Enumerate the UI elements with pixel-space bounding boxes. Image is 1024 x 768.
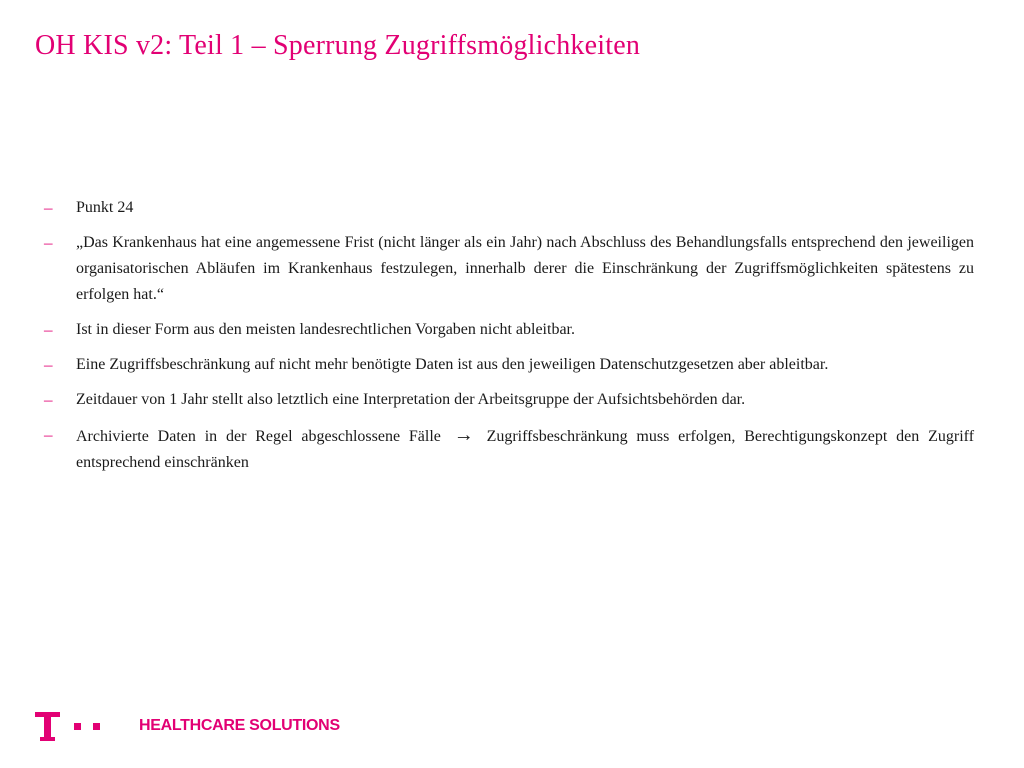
bullet-list [44, 195, 974, 485]
dash-bullet-icon: – [44, 355, 53, 374]
right-arrow-icon: → [453, 424, 474, 446]
bullet-text-after-arrow: Zugriffsbeschränkung muss erfolgen, Berechtigungskonzept den Zugriff entsprechend einschränken [76, 428, 975, 471]
dash-bullet-icon: – [44, 320, 53, 339]
bullet-text [76, 422, 974, 476]
bullet-text: Eine Zugriffsbeschränkung auf nicht mehr benötigte Daten ist aus den jeweiligen Datenschutzgesetzen aber ableitbar. [76, 356, 829, 373]
telekom-t-logo-icon [35, 708, 105, 744]
footer [35, 708, 340, 744]
dash-bullet-icon: – [44, 198, 53, 217]
bullet-item [44, 422, 974, 476]
slide-title: OH KIS v2: Teil 1 – Sperrung Zugriffsmöglichkeiten [35, 30, 641, 61]
bullet-text: Zeitdauer von 1 Jahr stellt also letztlich eine Interpretation der Arbeitsgruppe der Aufsichtsbehörden dar. [76, 391, 746, 408]
bullet-text: Punkt 24 [76, 199, 134, 216]
dash-bullet-icon: – [44, 390, 53, 409]
bullet-item [44, 195, 974, 221]
dash-bullet-icon: – [44, 425, 53, 444]
bullet-text: Ist in dieser Form aus den meisten landesrechtlichen Vorgaben nicht ableitbar. [76, 321, 575, 338]
bullet-text: „Das Krankenhaus hat eine angemessene Frist (nicht länger als ein Jahr) nach Abschluss des Behandlungsfalls entsprechend den jeweiligen organisatorischen Abläufen im Krankenhaus festzulegen, innerhalb derer die Einschränkung der Zugriffsmöglichkeiten spätestens zu erfolgen hat.“ [76, 234, 974, 303]
brand-name: HEALTHCARE SOLUTIONS [139, 717, 340, 734]
bullet-item [44, 317, 974, 343]
bullet-item [44, 352, 974, 378]
bullet-item [44, 230, 974, 308]
dash-bullet-icon: – [44, 233, 53, 252]
bullet-text-before-arrow: Archivierte Daten in der Regel abgeschlossene Fälle [76, 428, 441, 445]
bullet-item [44, 387, 974, 413]
